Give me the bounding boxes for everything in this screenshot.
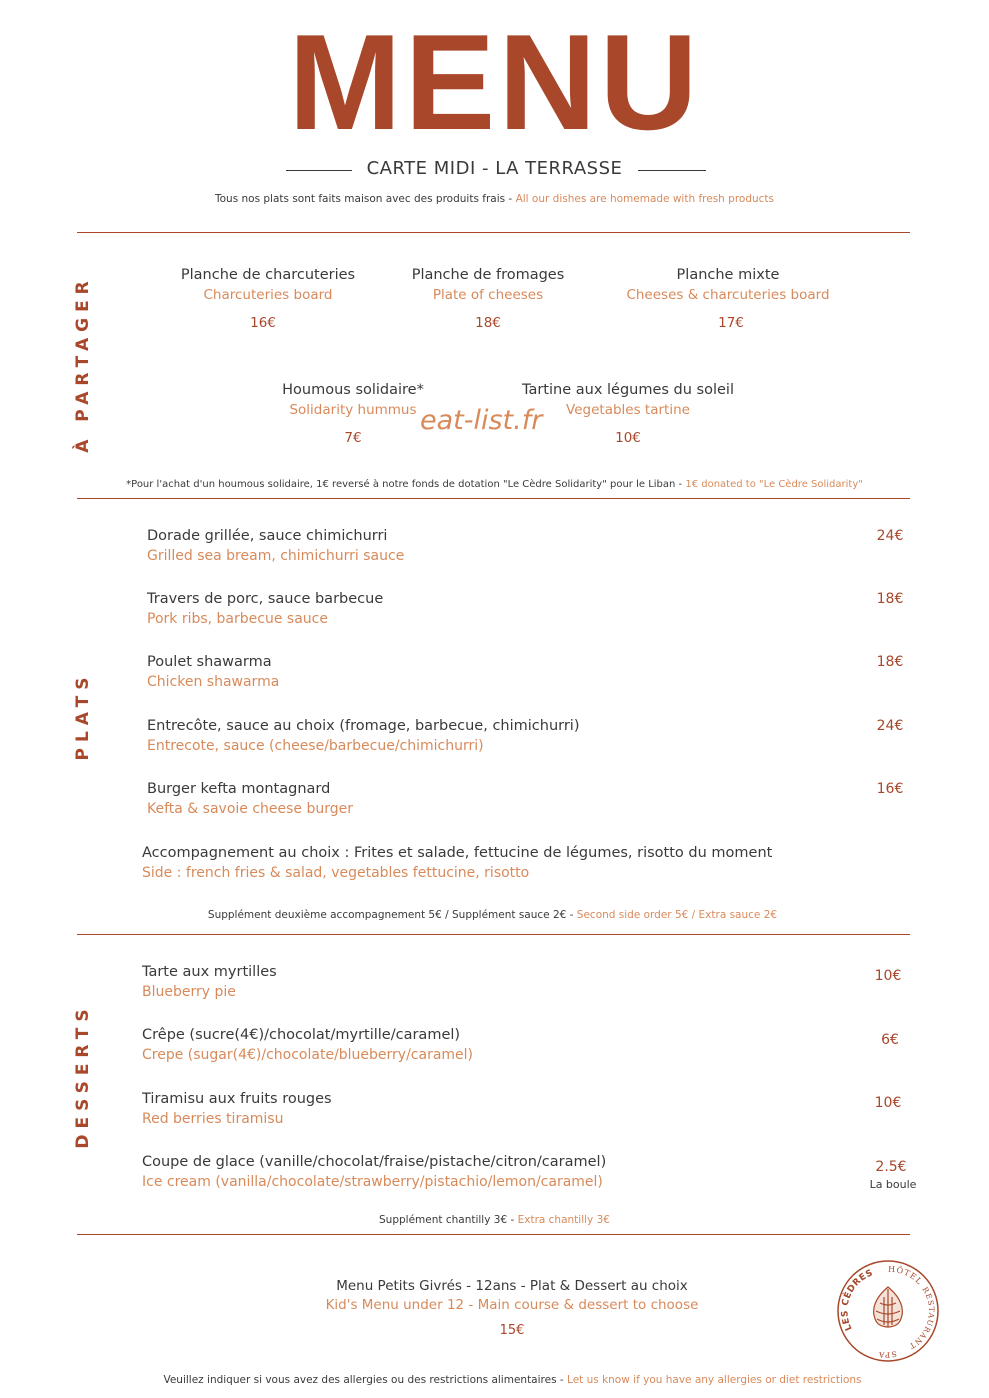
plats-note-en: Second side order 5€ / Extra sauce 2€ [576, 909, 778, 921]
board-name: Tartine aux légumes du soleil [522, 382, 734, 398]
board-price: 18€ [475, 315, 501, 331]
hotel-seal-logo [836, 1259, 940, 1363]
dessert-price: 10€ [874, 1095, 902, 1111]
divider-desserts [77, 1234, 910, 1235]
dessert-name: Tiramisu aux fruits rouges [142, 1091, 332, 1107]
partager-note-en: 1€ donated to "Le Cèdre Solidarity" [685, 479, 863, 490]
svg-text:SPA [878, 1349, 898, 1359]
menu-title: MENU [288, 6, 701, 158]
svg-text:HÔTEL [888, 1265, 924, 1287]
dish-name-en: Kefta & savoie cheese burger [147, 801, 354, 817]
dish-burger [147, 781, 353, 817]
dish-name-en: Pork ribs, barbecue sauce [147, 611, 328, 627]
board-price: 16€ [250, 315, 276, 331]
board-price: 7€ [344, 430, 362, 446]
dessert-name: Coupe de glace (vanille/chocolat/fraise/pistache/citron/caramel) [142, 1154, 607, 1170]
seal-text-bottom: SPA [877, 1349, 898, 1360]
dessert-price: 10€ [874, 968, 902, 984]
desserts-note-en: Extra chantilly 3€ [517, 1214, 610, 1226]
dish-price: 18€ [876, 654, 904, 670]
desserts-note [0, 1214, 989, 1226]
board-name: Planche de charcuteries [180, 267, 356, 283]
dessert-name-en: Red berries tiramisu [142, 1111, 284, 1127]
dessert-price: 6€ [881, 1032, 899, 1048]
section-label-desserts: DESSERTS [73, 1003, 93, 1149]
board-fromages [368, 267, 608, 331]
board-name: Planche mixte [676, 267, 780, 283]
section-label-partager: À PARTAGER [73, 275, 93, 453]
dish-name-en: Chicken shawarma [147, 674, 280, 690]
subtitle-row [0, 158, 989, 179]
side-en: Side : french fries & salad, vegetables fettucine, risotto [142, 865, 530, 881]
dessert-tarte [142, 964, 277, 1000]
section-label-plats: PLATS [73, 671, 93, 761]
dessert-name-en: Ice cream (vanilla/chocolate/strawberry/pistachio/lemon/caramel) [142, 1174, 603, 1190]
dessert-unit: La boule [869, 1178, 917, 1191]
intro-fr: Tous nos plats sont faits maison avec des produits frais - [214, 193, 516, 205]
dish-name-en: Entrecote, sauce (cheese/barbecue/chimichurri) [147, 738, 484, 754]
footer-line [18, 1374, 989, 1386]
menu-subtitle: CARTE MIDI - LA TERRASSE [366, 158, 623, 179]
plats-note [0, 909, 987, 921]
board-name: Houmous solidaire* [282, 382, 424, 398]
dish-entrecote [147, 718, 580, 754]
seal-text-left: LES CÈDRES [840, 1268, 875, 1332]
intro-en: All our dishes are homemade with fresh products [515, 193, 775, 205]
dish-name: Burger kefta montagnard [147, 781, 331, 797]
divider-top [77, 232, 910, 233]
dish-travers [147, 591, 383, 627]
plats-note-fr: Supplément deuxième accompagnement 5€ / Supplément sauce 2€ - [207, 909, 577, 921]
svg-text:LES CÈDRES [840, 1268, 874, 1332]
board-charcuteries [148, 267, 388, 331]
pinecone-icon [874, 1287, 903, 1327]
seal-text-right: RESTAURANT [907, 1285, 937, 1352]
divider-partager [77, 498, 910, 499]
watermark-text: eat-list.fr [420, 405, 543, 436]
partager-note-fr: *Pour l'achat d'un houmous solidaire, 1€ reversé à notre fonds de dotation "Le Cèdre Solidarity" pour le Liban - [126, 479, 686, 490]
board-name: Planche de fromages [411, 267, 565, 283]
dish-dorade [147, 528, 404, 564]
seal-text-top: HÔTEL [887, 1264, 925, 1287]
dish-name: Entrecôte, sauce au choix (fromage, barbecue, chimichurri) [147, 718, 580, 734]
dish-name: Travers de porc, sauce barbecue [147, 591, 384, 607]
dish-price: 24€ [876, 718, 904, 734]
kids-fr: Menu Petits Givrés - 12ans - Plat & Dessert au choix [336, 1278, 688, 1294]
dessert-price: 2.5€ [875, 1159, 907, 1175]
board-mixte [608, 267, 848, 331]
dish-name: Dorade grillée, sauce chimichurri [147, 528, 388, 544]
board-name-en: Solidarity hummus [289, 402, 417, 418]
board-price: 17€ [718, 315, 744, 331]
dish-price: 18€ [876, 591, 904, 607]
side-fr: Accompagnement au choix : Frites et salade, fettucine de légumes, risotto du moment [142, 845, 773, 861]
dish-poulet [147, 654, 279, 690]
kids-en: Kid's Menu under 12 - Main course & dessert to choose [325, 1297, 699, 1313]
dish-price: 24€ [876, 528, 904, 544]
footer-fr: Veuillez indiquer si vous avez des allergies ou des restrictions alimentaires - [163, 1374, 568, 1386]
board-name-en: Charcuteries board [203, 287, 333, 303]
dessert-name: Tarte aux myrtilles [142, 964, 277, 980]
intro-line [0, 193, 989, 205]
board-name-en: Plate of cheeses [432, 287, 544, 303]
dish-price: 16€ [876, 781, 904, 797]
board-name-en: Vegetables tartine [566, 402, 690, 418]
desserts-note-fr: Supplément chantilly 3€ - [379, 1214, 518, 1226]
dessert-tiramisu [142, 1091, 332, 1127]
dessert-glace [142, 1154, 606, 1190]
board-name-en: Cheeses & charcuteries board [626, 287, 830, 303]
side-choice [142, 845, 772, 881]
seal-svg [836, 1259, 940, 1363]
board-tartine [508, 382, 748, 446]
dessert-name: Crêpe (sucre(4€)/chocolat/myrtille/caramel) [142, 1027, 461, 1043]
kids-price: 15€ [499, 1323, 525, 1338]
footer-en: Let us know if you have any allergies or diet restrictions [567, 1374, 862, 1386]
dish-name-en: Grilled sea bream, chimichurri sauce [147, 548, 405, 564]
partager-note [0, 479, 989, 490]
dessert-name-en: Crepe (sugar(4€)/chocolate/blueberry/caramel) [142, 1047, 474, 1063]
dessert-name-en: Blueberry pie [142, 984, 236, 1000]
divider-plats [77, 934, 910, 935]
dish-name: Poulet shawarma [147, 654, 272, 670]
dessert-crepe [142, 1027, 473, 1063]
board-price: 10€ [615, 430, 641, 446]
